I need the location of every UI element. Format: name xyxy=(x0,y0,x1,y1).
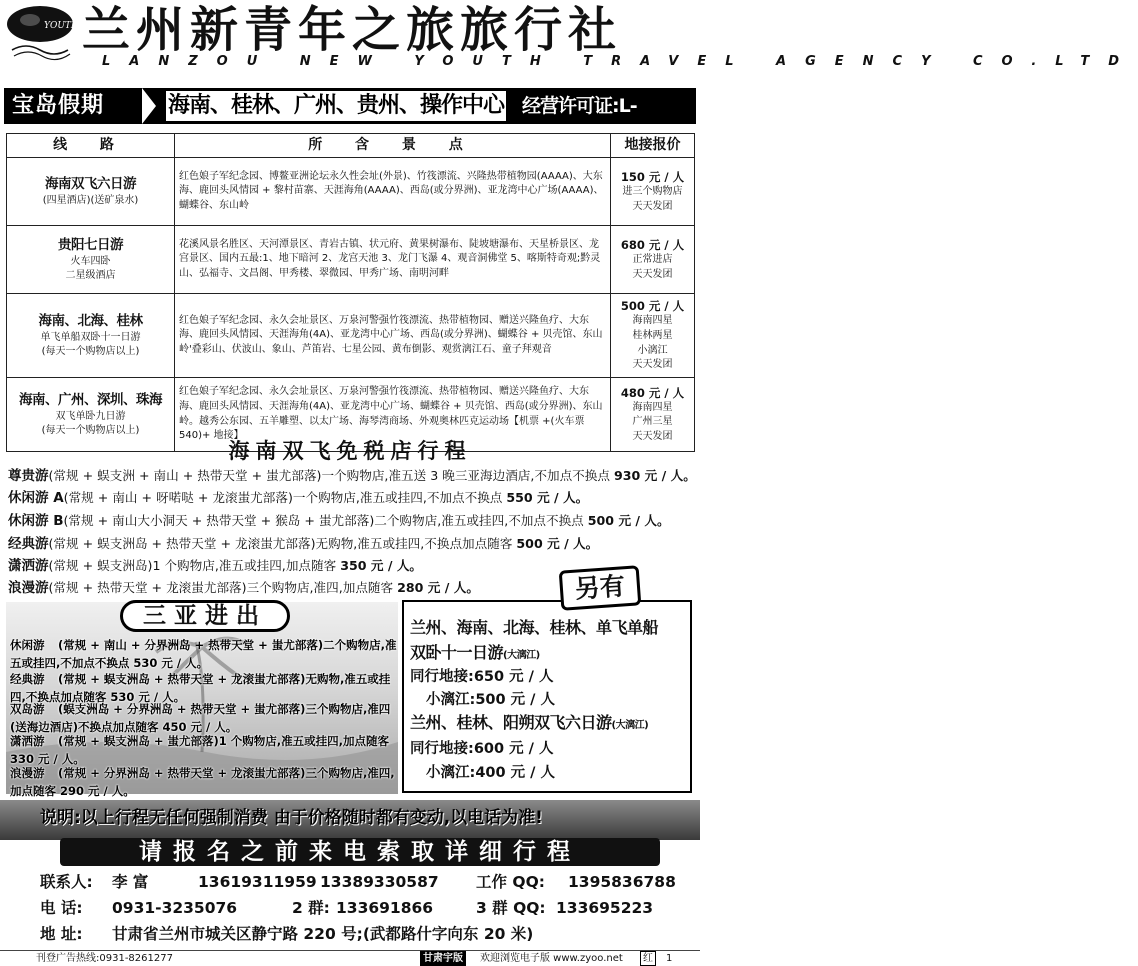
dutyfree-item-text: (常规 + 蜈支洲岛 + 热带天堂 + 龙滚蚩尤部落)无购物,准五或挂四,不换点加点随客 xyxy=(48,536,517,551)
route-sites: 红色娘子军纪念园、永久会址景区、万泉河警强竹筏漂流、热带植物园、赠送兴隆鱼疗、大东海、鹿回头风情园、天涯海角(4A)、亚龙湾中心广场、蝴蝶谷 + 贝壳馆、西岛(或分界洲)、东山岭。越秀公东园、五羊雕塑、以太广场、海琴湾商场、外观奥林匹克运动场【机票 +(火车票 540)+ 地接】 xyxy=(175,378,611,452)
banner-destinations: 海南、桂林、广州、贵州、操作中心 xyxy=(166,91,506,121)
dutyfree-item-price: 550 元 / 人。 xyxy=(506,490,589,505)
dutyfree-item-price: 930 元 / 人。 xyxy=(613,468,696,483)
page-number: 1 xyxy=(666,953,673,964)
route-price: 680 元 / 人 xyxy=(620,237,685,252)
contact-name: 李 富 xyxy=(112,873,149,891)
phone-2: 13389330587 xyxy=(320,873,439,891)
route-name: 海南双飞六日游 xyxy=(45,176,136,192)
company-logo xyxy=(4,2,79,60)
price-note: 广州三星 xyxy=(632,416,673,428)
sanya-item-name: 浪漫游 xyxy=(10,766,45,780)
sanya-item-text: (常规 + 蜈支洲岛 + 热带天堂 + 龙滚蚩尤部落)无购物,准五或挂四,不换点加点随客 530 元 / 人。 xyxy=(10,672,391,704)
group3-label: 3 群 QQ: xyxy=(476,899,546,917)
route-detail: 单飞单船双卧十一日游 xyxy=(40,332,141,343)
route-price: 480 元 / 人 xyxy=(620,385,685,400)
route-detail: (每天一个购物店以上) xyxy=(41,346,140,357)
other-route1-title: 兰州、海南、北海、桂林、单飞单船 xyxy=(410,618,659,637)
price-label: 小漓江: xyxy=(426,692,476,708)
dutyfree-item-name: 休闲游 A xyxy=(8,490,64,506)
sanya-item-text: (常规 + 南山 + 分界洲岛 + 热带天堂 + 蚩尤部落)二个购物店,准五或挂四,不加点不换点 530 元 / 人。 xyxy=(10,638,397,670)
address-text: 甘肃省兰州市城关区静宁路 220 号;(武都路什字向东 20 米) xyxy=(112,925,534,943)
page-mark: 红 xyxy=(640,951,656,966)
route-price: 500 元 / 人 xyxy=(620,299,685,314)
route-name: 贵阳七日游 xyxy=(58,237,123,253)
dutyfree-item-price: 500 元 / 人。 xyxy=(516,536,599,551)
price-note: 正常进店 xyxy=(632,253,673,265)
work-qq: 1395836788 xyxy=(568,873,676,891)
other-route1-note: (大漓江) xyxy=(503,650,540,661)
price-label: 同行地接: xyxy=(410,741,474,757)
route-price: 150 元 / 人 xyxy=(620,169,685,184)
dutyfree-item xyxy=(8,466,696,486)
tel-label: 电 话: xyxy=(40,899,83,917)
header-route: 线 路 xyxy=(7,134,175,158)
license-number: 经营许可证:L- xyxy=(522,95,637,117)
sanya-item xyxy=(10,700,398,736)
group2-number: 133691866 xyxy=(336,899,434,917)
price-value: 650 元 / 人 xyxy=(473,669,554,685)
dutyfree-item-name: 浪漫游 xyxy=(8,580,49,596)
dutyfree-section-title: 海南双飞免税店行程 xyxy=(228,439,472,463)
company-title: 兰州新青年之旅旅行社 xyxy=(82,2,623,58)
dutyfree-item-text: (常规 + 热带天堂 + 龙滚蚩尤部落)三个购物店,准四,加点随客 xyxy=(48,580,398,595)
table-header-row xyxy=(7,134,695,158)
route-sites: 红色娘子军纪念园、博鳌亚洲论坛永久性会址(外景)、竹筏漂流、兴隆热带植物园(AAAA)、大东海、鹿回头风情园 + 黎村苗寨、天涯海角(AAAA)、西岛(或分界洲)、亚龙湾中心广场(AAAA)、蝴蝶谷、东山岭 xyxy=(175,158,611,226)
tour-price-table xyxy=(6,133,695,452)
other-routes-tag: 另有 xyxy=(559,565,642,610)
dutyfree-item-name: 尊贵游 xyxy=(8,468,49,484)
price-label: 小漓江: xyxy=(426,765,476,781)
sanya-item xyxy=(10,764,398,800)
price-note: 海南四星 xyxy=(632,315,673,327)
route-detail: 双飞单卧九日游 xyxy=(55,411,126,422)
dutyfree-item-text: (常规 + 南山大小洞天 + 热带天堂 + 猴岛 + 蚩尤部落)二个购物店,准五或挂四,不加点不换点 xyxy=(63,513,588,528)
sanya-item xyxy=(10,636,398,672)
sanya-section-title: 三亚进出 xyxy=(120,600,290,632)
address-label: 地 址: xyxy=(40,925,83,943)
dutyfree-item-text: (常规 + 蜈支洲 + 南山 + 热带天堂 + 蚩尤部落)一个购物店,准五送 3 晚三亚海边酒店,不加点不换点 xyxy=(48,468,614,483)
table-row xyxy=(7,294,695,378)
price-note: 天天发团 xyxy=(632,268,673,280)
dutyfree-item-text: (常规 + 南山 + 呀喏哒 + 龙滚蚩尤部落)一个购物店,准五或挂四,不加点不换点 xyxy=(63,490,507,505)
dutyfree-item-price: 280 元 / 人。 xyxy=(397,580,479,595)
banner-holiday-label: 宝岛假期 xyxy=(12,93,105,118)
route-detail: (四星酒店)(送矿泉水) xyxy=(42,195,139,206)
sanya-item xyxy=(10,732,398,768)
route-sites: 花溪风景名胜区、天河潭景区、青岩古镇、状元府、黄果树瀑布、陡坡塘瀑布、天星桥景区、龙宫景区、国内五最:1、地下暗河 2、龙宫天池 3、龙门飞瀑 4、观音洞佛堂 5、喀斯特奇观;黔灵山、弘福寺、文昌阁、甲秀楼、翠微园、甲秀广场、南明河畔 xyxy=(175,226,611,294)
group2-label: 2 群: xyxy=(292,899,330,917)
route-name: 海南、北海、桂林 xyxy=(38,313,143,329)
sanya-item-text: (常规 + 蜈支洲岛 + 蚩尤部落)1 个购物店,准五或挂四,加点随客 330 元 / 人。 xyxy=(10,734,390,766)
price-value: 400 元 / 人 xyxy=(475,765,556,781)
price-note: 海南四星 xyxy=(632,401,673,413)
dutyfree-item-name: 经典游 xyxy=(8,536,49,552)
site-text: 欢迎浏览电子版 www.zyoo.net xyxy=(480,953,623,964)
sanya-item-name: 双岛游 xyxy=(10,702,45,716)
dutyfree-item xyxy=(8,534,658,554)
price-note: 桂林两星 xyxy=(632,329,673,341)
disclaimer-note: 说明:以上行程无任何强制消费 由于价格随时都有变动,以电话为准! xyxy=(40,808,543,828)
dutyfree-item-price: 350 元 / 人。 xyxy=(340,558,423,573)
footer-bar xyxy=(0,950,700,966)
price-note: 小漓江 xyxy=(637,344,668,356)
ad-hotline: 刊登广告热线:0931-8261277 xyxy=(36,953,173,964)
svg-text:YOUTH: YOUTH xyxy=(44,21,79,31)
table-row xyxy=(7,158,695,226)
work-qq-label: 工作 QQ: xyxy=(476,873,545,891)
header-sites: 所 含 景 点 xyxy=(175,134,611,158)
sanya-item-name: 潇洒游 xyxy=(10,734,45,748)
group3-number: 133695223 xyxy=(556,899,654,917)
route-detail: 二星级酒店 xyxy=(65,270,116,281)
dutyfree-item-name: 潇洒游 xyxy=(8,558,49,574)
price-value: 600 元 / 人 xyxy=(473,741,554,757)
sanya-item-text: (常规 + 分界洲岛 + 热带天堂 + 龙滚蚩尤部落)三个购物店,准四,加点随客 290 元 / 人。 xyxy=(10,766,395,798)
price-value: 500 元 / 人 xyxy=(475,692,556,708)
header-price: 地接报价 xyxy=(611,134,695,158)
banner-arrow-icon xyxy=(142,88,156,124)
route-sites: 红色娘子军纪念园、永久会址景区、万泉河警强竹筏漂流、热带植物园、赠送兴隆鱼疗、大东海、鹿回头风情园、天涯海角(4A)、亚龙湾中心广场、西岛(或分界洲)、蝴蝶谷 + 贝壳馆、东山岭'叠彩山、伏波山、象山、芦笛岩、七星公园、黄布倒影、观赏漓江石、童子拜观音 xyxy=(175,294,611,378)
sanya-item-name: 经典游 xyxy=(10,672,45,686)
phone-1: 13619311959 xyxy=(198,873,317,891)
other-route2-title: 兰州、桂林、阳朔双飞六日游 xyxy=(410,713,612,732)
price-note: 进三个购物店 xyxy=(622,185,683,197)
site-badge: 甘肃宇版 xyxy=(420,951,466,966)
table-row xyxy=(7,226,695,294)
sanya-item-text: (蜈支洲岛 + 分界洲岛 + 热带天堂 + 蚩尤部落)三个购物店,准四(送海边酒店)不换点加点随客 450 元 / 人。 xyxy=(10,702,391,734)
price-note: 天天发团 xyxy=(632,200,673,212)
dutyfree-item xyxy=(8,488,658,508)
tel-number: 0931-3235076 xyxy=(112,899,238,917)
price-note: 天天发团 xyxy=(632,430,673,442)
other-route1-duration: 双卧十一日游 xyxy=(410,643,504,662)
price-note: 天天发团 xyxy=(632,359,673,371)
contact-label: 联系人: xyxy=(40,873,93,891)
dutyfree-item-price: 500 元 / 人。 xyxy=(587,513,670,528)
price-label: 同行地接: xyxy=(410,669,474,685)
other-route2-note: (大漓江) xyxy=(611,720,649,731)
callout-text: 请报名之前来电索取详细行程 xyxy=(139,839,581,865)
dutyfree-item-text: (常规 + 蜈支洲岛)1 个购物店,准五或挂四,加点随客 xyxy=(48,558,341,573)
sanya-item-name: 休闲游 xyxy=(10,638,45,652)
route-detail: (每天一个购物店以上) xyxy=(41,425,140,436)
company-subtitle: LANZOU NEW YOUTH TRAVEL AGENCY CO.LTD xyxy=(102,54,1138,69)
route-name: 海南、广州、深圳、珠海 xyxy=(19,392,162,408)
dutyfree-item-name: 休闲游 B xyxy=(8,513,64,529)
dutyfree-item xyxy=(8,511,670,531)
route-detail: 火车四卧 xyxy=(70,256,111,267)
